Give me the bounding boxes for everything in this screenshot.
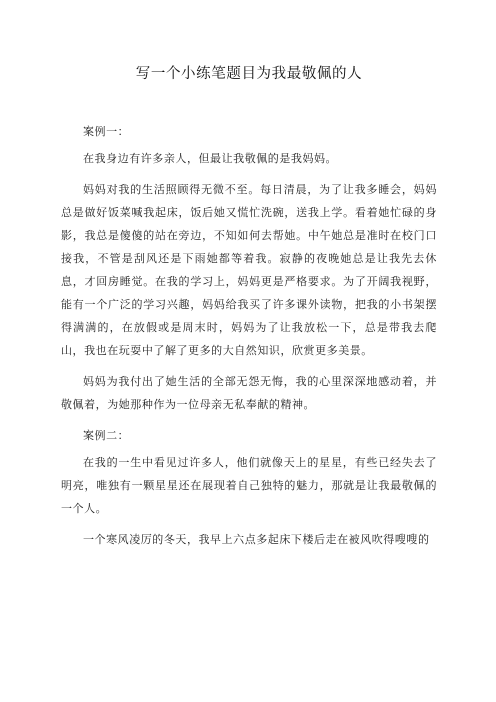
case-one-heading: 案例一：	[83, 125, 130, 138]
case-two-heading: 案例二：	[83, 429, 130, 442]
paragraph: 在我身边有许多亲人，但最让我敬佩的是我妈妈。	[83, 152, 338, 165]
paragraph: 在我的一生中看见过许多人，他们就像天上的星星，有些已经失去了明亮，唯独有一颗星星还在展现着自己独特的魅力，那就是让我最敬佩的一个人。	[61, 456, 437, 515]
document-title: 写一个小练笔题目为我最敬佩的人	[135, 66, 363, 82]
paragraph: 妈妈对我的生活照顾得无微不至。每日清晨，为了让我多睡会，妈妈总是做好饭菜喊我起床，饭后她又慌忙洗碗，送我上学。看着她忙碌的身影，我总是傻傻的站在旁边，不知如何去帮她。中午她总是准时在校门口接我，不管是刮风还是下雨她都等着我。寂静的夜晚她总是让我先去休息，才回房睡觉。在我的学习上，妈妈更是严格要求。为了开阔我视野，能有一个广泛的学习兴趣，妈妈给我买了许多课外读物，把我的小书架摆得满满的，在放假或是周末时，妈妈为了让我放松一下，总是带我去爬山，我也在玩耍中了解了更多的大自然知识，欣赏更多美景。	[61, 183, 437, 357]
paragraph: 一个寒风凌厉的冬天，我早上六点多起床下楼后走在被风吹得嗖嗖的	[83, 533, 430, 546]
document-body	[61, 120, 437, 551]
paragraph: 妈妈为我付出了她生活的全部无怨无悔，我的心里深深地感动着，并敬佩着，为她那种作为一位母亲无私奉献的精神。	[61, 375, 437, 411]
